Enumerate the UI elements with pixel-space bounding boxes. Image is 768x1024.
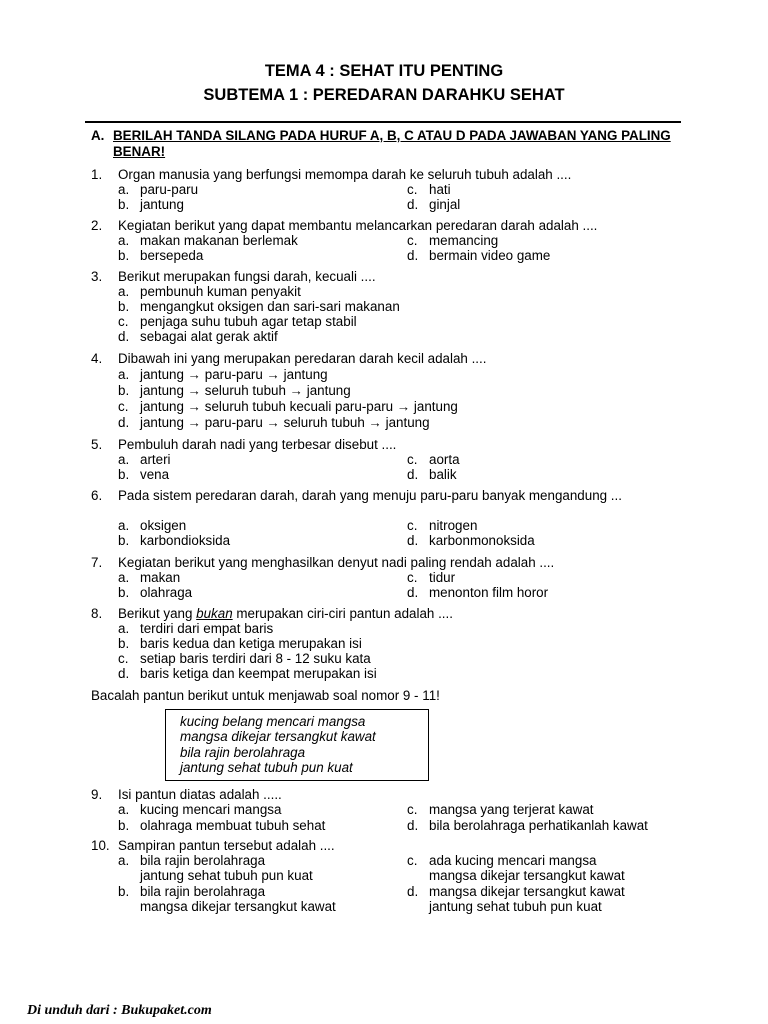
option-c: c. ada kucing mencari mangsa mangsa dikejar tersangkut kawat	[407, 853, 625, 884]
question-stem: Berikut merupakan fungsi darah, kecuali ....	[118, 269, 376, 284]
question-number: 7.	[91, 555, 103, 570]
option-a: a. paru-paru	[118, 182, 199, 197]
option-a: a. makan	[118, 570, 181, 585]
option-b: b. vena	[118, 467, 170, 482]
question-stem: Isi pantun diatas adalah .....	[118, 787, 282, 802]
question-stem: Kegiatan berikut yang menghasilkan denyut nadi paling rendah adalah ....	[118, 555, 555, 570]
footer-source: Di unduh dari : Bukupaket.com	[27, 1003, 212, 1018]
emphasis-bukan: bukan	[196, 606, 233, 621]
option-b: b. jantung → seluruh tubuh → jantung	[118, 383, 351, 398]
option-d: d. jantung → paru-paru → seluruh tubuh → jantung	[118, 415, 430, 430]
option-a: a. bila rajin berolahraga jantung sehat tubuh pun kuat	[118, 853, 313, 884]
option-c: c. memancing	[407, 233, 499, 248]
question-stem: Pembuluh darah nadi yang terbesar disebut ....	[118, 437, 397, 452]
option-c: c. aorta	[407, 452, 460, 467]
question-stem: Pada sistem peredaran darah, darah yang menuju paru-paru banyak mengandung ...	[118, 488, 622, 503]
option-a: a. kucing mencari mangsa	[118, 802, 282, 817]
option-a: a. terdiri dari empat baris	[118, 621, 274, 636]
option-b: b. bila rajin berolahraga mangsa dikejar tersangkut kawat	[118, 884, 336, 915]
option-d: d. menonton film horor	[407, 585, 549, 600]
option-b: b. baris kedua dan ketiga merupakan isi	[118, 636, 362, 651]
option-c: c. penjaga suhu tubuh agar tetap stabil	[118, 314, 357, 329]
pantun-line: kucing belang mencari mangsa	[180, 714, 366, 729]
question-number: 10.	[91, 838, 110, 853]
option-a: a. oksigen	[118, 518, 187, 533]
option-d: d. balik	[407, 467, 457, 482]
question-number: 4.	[91, 351, 103, 366]
page-subtitle: SUBTEMA 1 : PEREDARAN DARAHKU SEHAT	[203, 86, 565, 104]
option-c: c. hati	[407, 182, 451, 197]
section-label: A.	[91, 128, 105, 143]
option-b: b. olahraga	[118, 585, 193, 600]
option-c: c. jantung → seluruh tubuh kecuali paru-paru → jantung	[118, 399, 458, 414]
page-title: TEMA 4 : SEHAT ITU PENTING	[264, 62, 504, 80]
question-number: 1.	[91, 167, 103, 182]
pantun-box	[165, 709, 429, 781]
section-instruction: BERILAH TANDA SILANG PADA HURUF A, B, C ATAU D PADA JAWABAN YANG PALING BENAR!	[113, 128, 671, 159]
option-c: c. setiap baris terdiri dari 8 - 12 suku kata	[118, 651, 371, 666]
question-stem: Dibawah ini yang merupakan peredaran darah kecil adalah ....	[118, 351, 487, 366]
option-d: d. mangsa dikejar tersangkut kawat jantung sehat tubuh pun kuat	[407, 884, 625, 915]
option-b: b. jantung	[118, 197, 184, 212]
option-d: d. karbonmonoksida	[407, 533, 535, 548]
question-stem: Berikut yang bukan merupakan ciri-ciri pantun adalah ....	[118, 606, 453, 621]
question-number: 9.	[91, 787, 103, 802]
option-c: c. tidur	[407, 570, 456, 585]
option-b: b. bersepeda	[118, 248, 204, 263]
question-number: 8.	[91, 606, 103, 621]
question-stem: Sampiran pantun tersebut adalah ....	[118, 838, 335, 853]
option-d: d. ginjal	[407, 197, 461, 212]
question-number: 6.	[91, 488, 103, 503]
option-b: b. mengangkut oksigen dan sari-sari makanan	[118, 299, 400, 314]
option-a: a. pembunuh kuman penyakit	[118, 284, 301, 299]
option-b: b. olahraga membuat tubuh sehat	[118, 818, 326, 833]
option-a: a. arteri	[118, 452, 171, 467]
question-number: 2.	[91, 218, 103, 233]
option-a: a. jantung → paru-paru → jantung	[118, 367, 328, 382]
option-b: b. karbondioksida	[118, 533, 231, 548]
option-d: d. bermain video game	[407, 248, 551, 263]
question-stem: Kegiatan berikut yang dapat membantu melancarkan peredaran darah adalah ....	[118, 218, 598, 233]
pantun-line: mangsa dikejar tersangkut kawat	[180, 729, 376, 745]
option-d: d. bila berolahraga perhatikanlah kawat	[407, 818, 648, 833]
question-stem: Organ manusia yang berfungsi memompa darah ke seluruh tubuh adalah ....	[118, 167, 572, 182]
option-a: a. makan makanan berlemak	[118, 233, 298, 248]
option-c: c. mangsa yang terjerat kawat	[407, 802, 594, 817]
option-d: d. baris ketiga dan keempat merupakan isi	[118, 666, 377, 681]
pantun-line: jantung sehat tubuh pun kuat	[180, 759, 353, 775]
pantun-instruction: Bacalah pantun berikut untuk menjawab soal nomor 9 - 11!	[91, 688, 440, 703]
question-number: 3.	[91, 269, 103, 284]
header-divider	[85, 121, 681, 123]
option-c: c. nitrogen	[407, 518, 478, 533]
question-number: 5.	[91, 437, 103, 452]
option-d: d. sebagai alat gerak aktif	[118, 329, 278, 344]
pantun-line: bila rajin berolahraga	[180, 744, 306, 760]
